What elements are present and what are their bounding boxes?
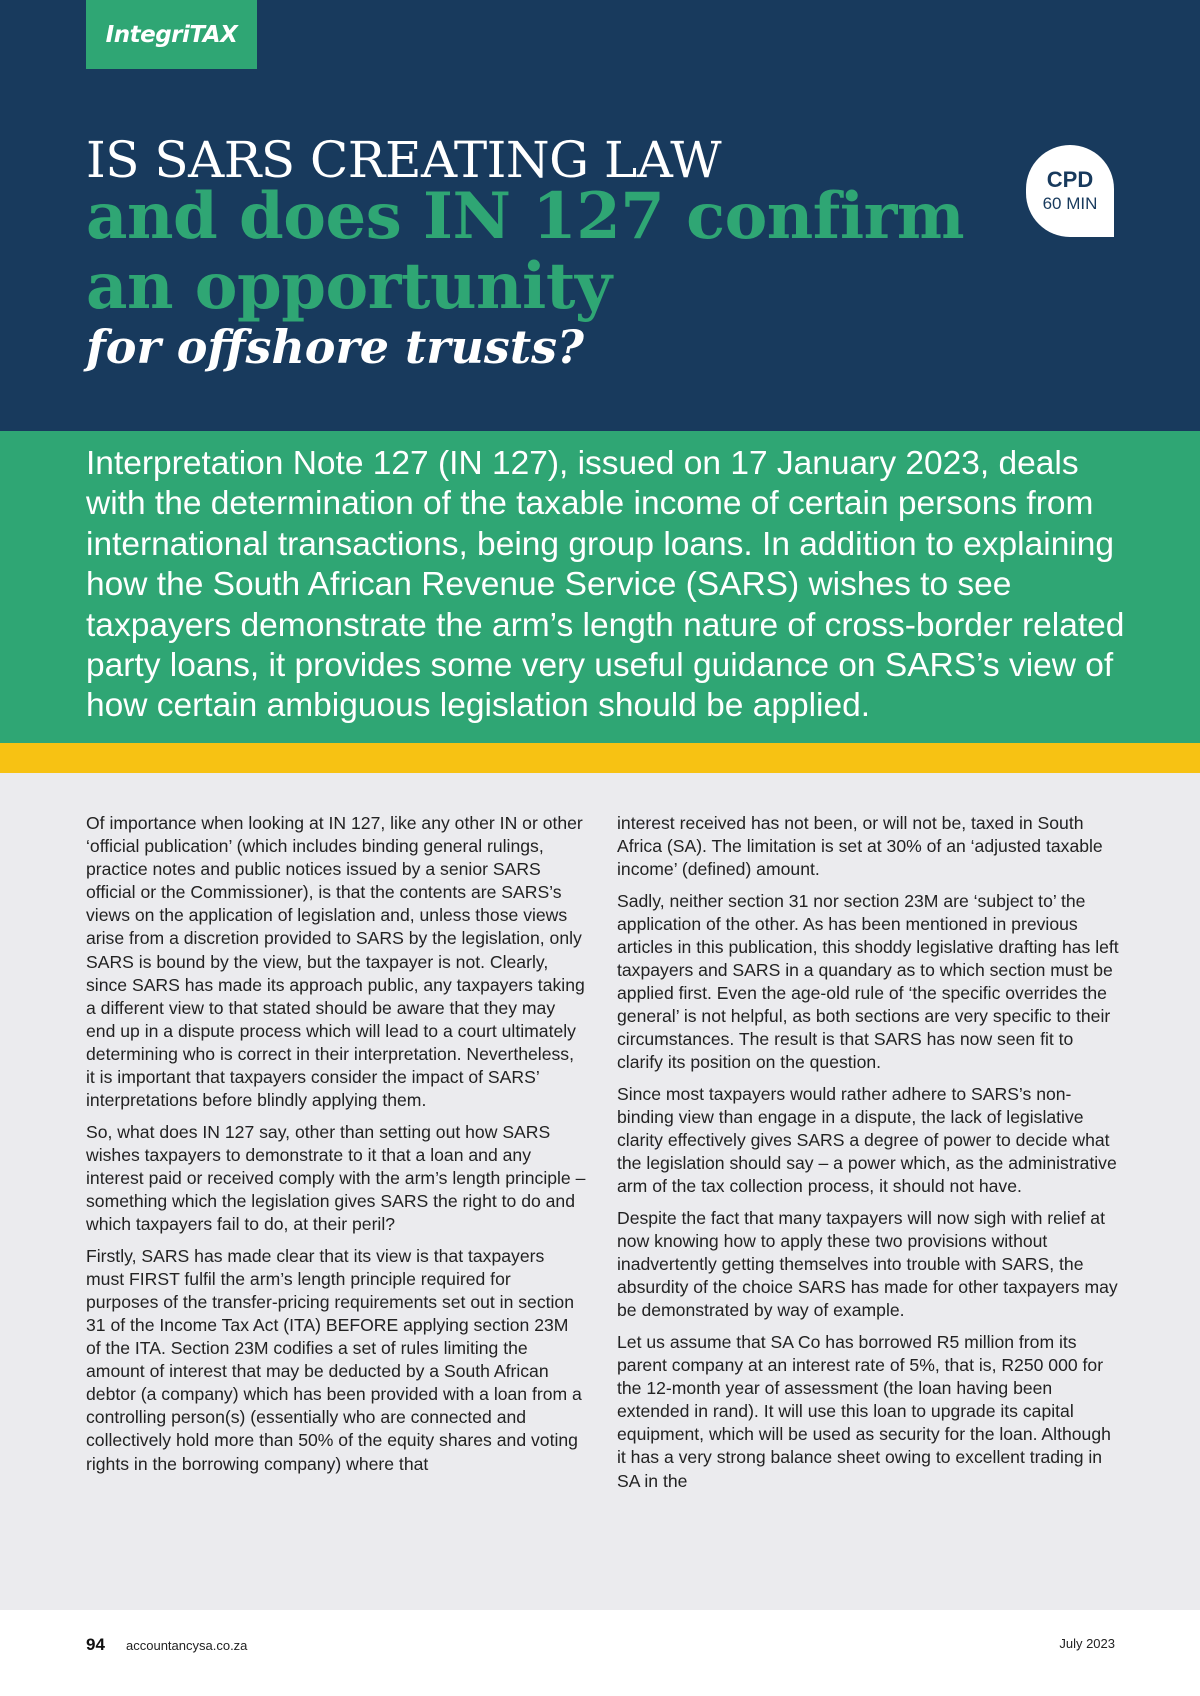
body-paragraph: Despite the fact that many taxpayers will now sigh with relief at now knowing how to apply these two provisions without inadvertently getting themselves into trouble with SARS, the absurdity of the choice SARS has made for other taxpayers may be demonstrated by way of example. — [617, 1208, 1118, 1321]
cpd-label: CPD — [1046, 167, 1094, 192]
body-column-right — [617, 812, 1119, 1501]
body-paragraph: Of importance when looking at IN 127, like any other IN or other ‘official publication’ (which includes binding general rulings, practice notes and public notices issued by a senior SARS official or the Commissioner), is that the contents are SARS’s views on the application of legislation and, unless those views arise from a discretion provided to SARS by the legislation, only SARS is bound by the view, but the taxpayer is not. Clearly, since SARS has made its approach public, any taxpayers taking a different view to that stated should be aware that they may end up in a dispute process which will lead to a court ultimately determining who is correct in their interpretation. Nevertheless, it is important that taxpayers consider the impact of SARS’ interpretations before blindly applying them. — [86, 813, 585, 1111]
brand-label: IntegriTAX — [105, 21, 238, 48]
website-link[interactable]: accountancysa.co.za — [126, 1638, 248, 1653]
article-header — [0, 0, 1200, 431]
accent-divider — [0, 743, 1200, 773]
headline-subline: for offshore trusts? — [86, 320, 584, 374]
body-paragraph: interest received has not been, or will not be, taxed in South Africa (SA). The limitation is set at 30% of an ‘adjusted taxable income’ (defined) amount. — [617, 813, 1103, 880]
body-paragraph: So, what does IN 127 say, other than setting out how SARS wishes taxpayers to demonstrate to it that a loan and any interest paid or received comply with the arm’s length principle – something which the legislation gives SARS the right to do and which taxpayers fail to do, at their peril? — [86, 1121, 586, 1235]
page-number: 94 — [86, 1635, 105, 1654]
integritax-logo — [86, 0, 257, 69]
headline-kicker: IS SARS CREATING LAW — [86, 131, 722, 189]
headline: and does IN 127 confirm an opportunity — [86, 179, 965, 324]
cpd-badge — [1026, 145, 1114, 237]
body-paragraph: Let us assume that SA Co has borrowed R5 million from its parent company at an interest rate of 5%, that is, R250 000 for the 12-month year of assessment (the loan having been extended in rand). It will use this loan to upgrade its capital equipment, which will be used as security for the loan. Although it has a very strong balance sheet owing to excellent trading in SA in the — [617, 1331, 1111, 1491]
body-column-left — [86, 812, 586, 1484]
article-lede: Interpretation Note 127 (IN 127), issued on 17 January 2023, deals with the determination of the taxable income of certain persons from international transactions, being group loans. In addition to explaining how the South African Revenue Service (SARS) wishes to see taxpayers demonstrate the arm’s length nature of cross-border related party loans, it provides some very useful guidance on SARS’s view of how certain ambiguous legislation should be applied. — [86, 445, 1125, 725]
issue-date: July 2023 — [1059, 1636, 1115, 1651]
body-paragraph: Since most taxpayers would rather adhere to SARS’s non-binding view than engage in a dispute, the lack of legislative clarity effectively gives SARS a degree of power to decide what the legislation should say – a power which, as the administrative arm of the tax collection process, it should not have. — [617, 1084, 1117, 1197]
page-footer — [0, 1610, 1200, 1696]
body-paragraph: Sadly, neither section 31 nor section 23M are ‘subject to’ the application of the other. As has been mentioned in previous articles in this publication, this shoddy legislative drafting has left taxpayers and SARS in a quandary as to which section must be applied first. Even the age-old rule of ‘the specific overrides the general’ is not helpful, as both sections are very specific to their circumstances. The result is that SARS has now seen fit to clarify its position on the question. — [617, 890, 1119, 1073]
cpd-duration: 60 MIN — [1042, 194, 1098, 213]
body-paragraph: Firstly, SARS has made clear that its view is that taxpayers must FIRST fulfil the arm’s length principle required for purposes of the transfer-pricing requirements set out in section 31 of the Income Tax Act (ITA) BEFORE applying section 23M of the ITA. Section 23M codifies a set of rules limiting the amount of interest that may be deducted by a South African debtor (a company) which has been provided with a loan from a controlling person(s) (essentially who are connected and collectively hold more than 50% of the equity shares and voting rights in the borrowing company) where that — [86, 1245, 582, 1474]
